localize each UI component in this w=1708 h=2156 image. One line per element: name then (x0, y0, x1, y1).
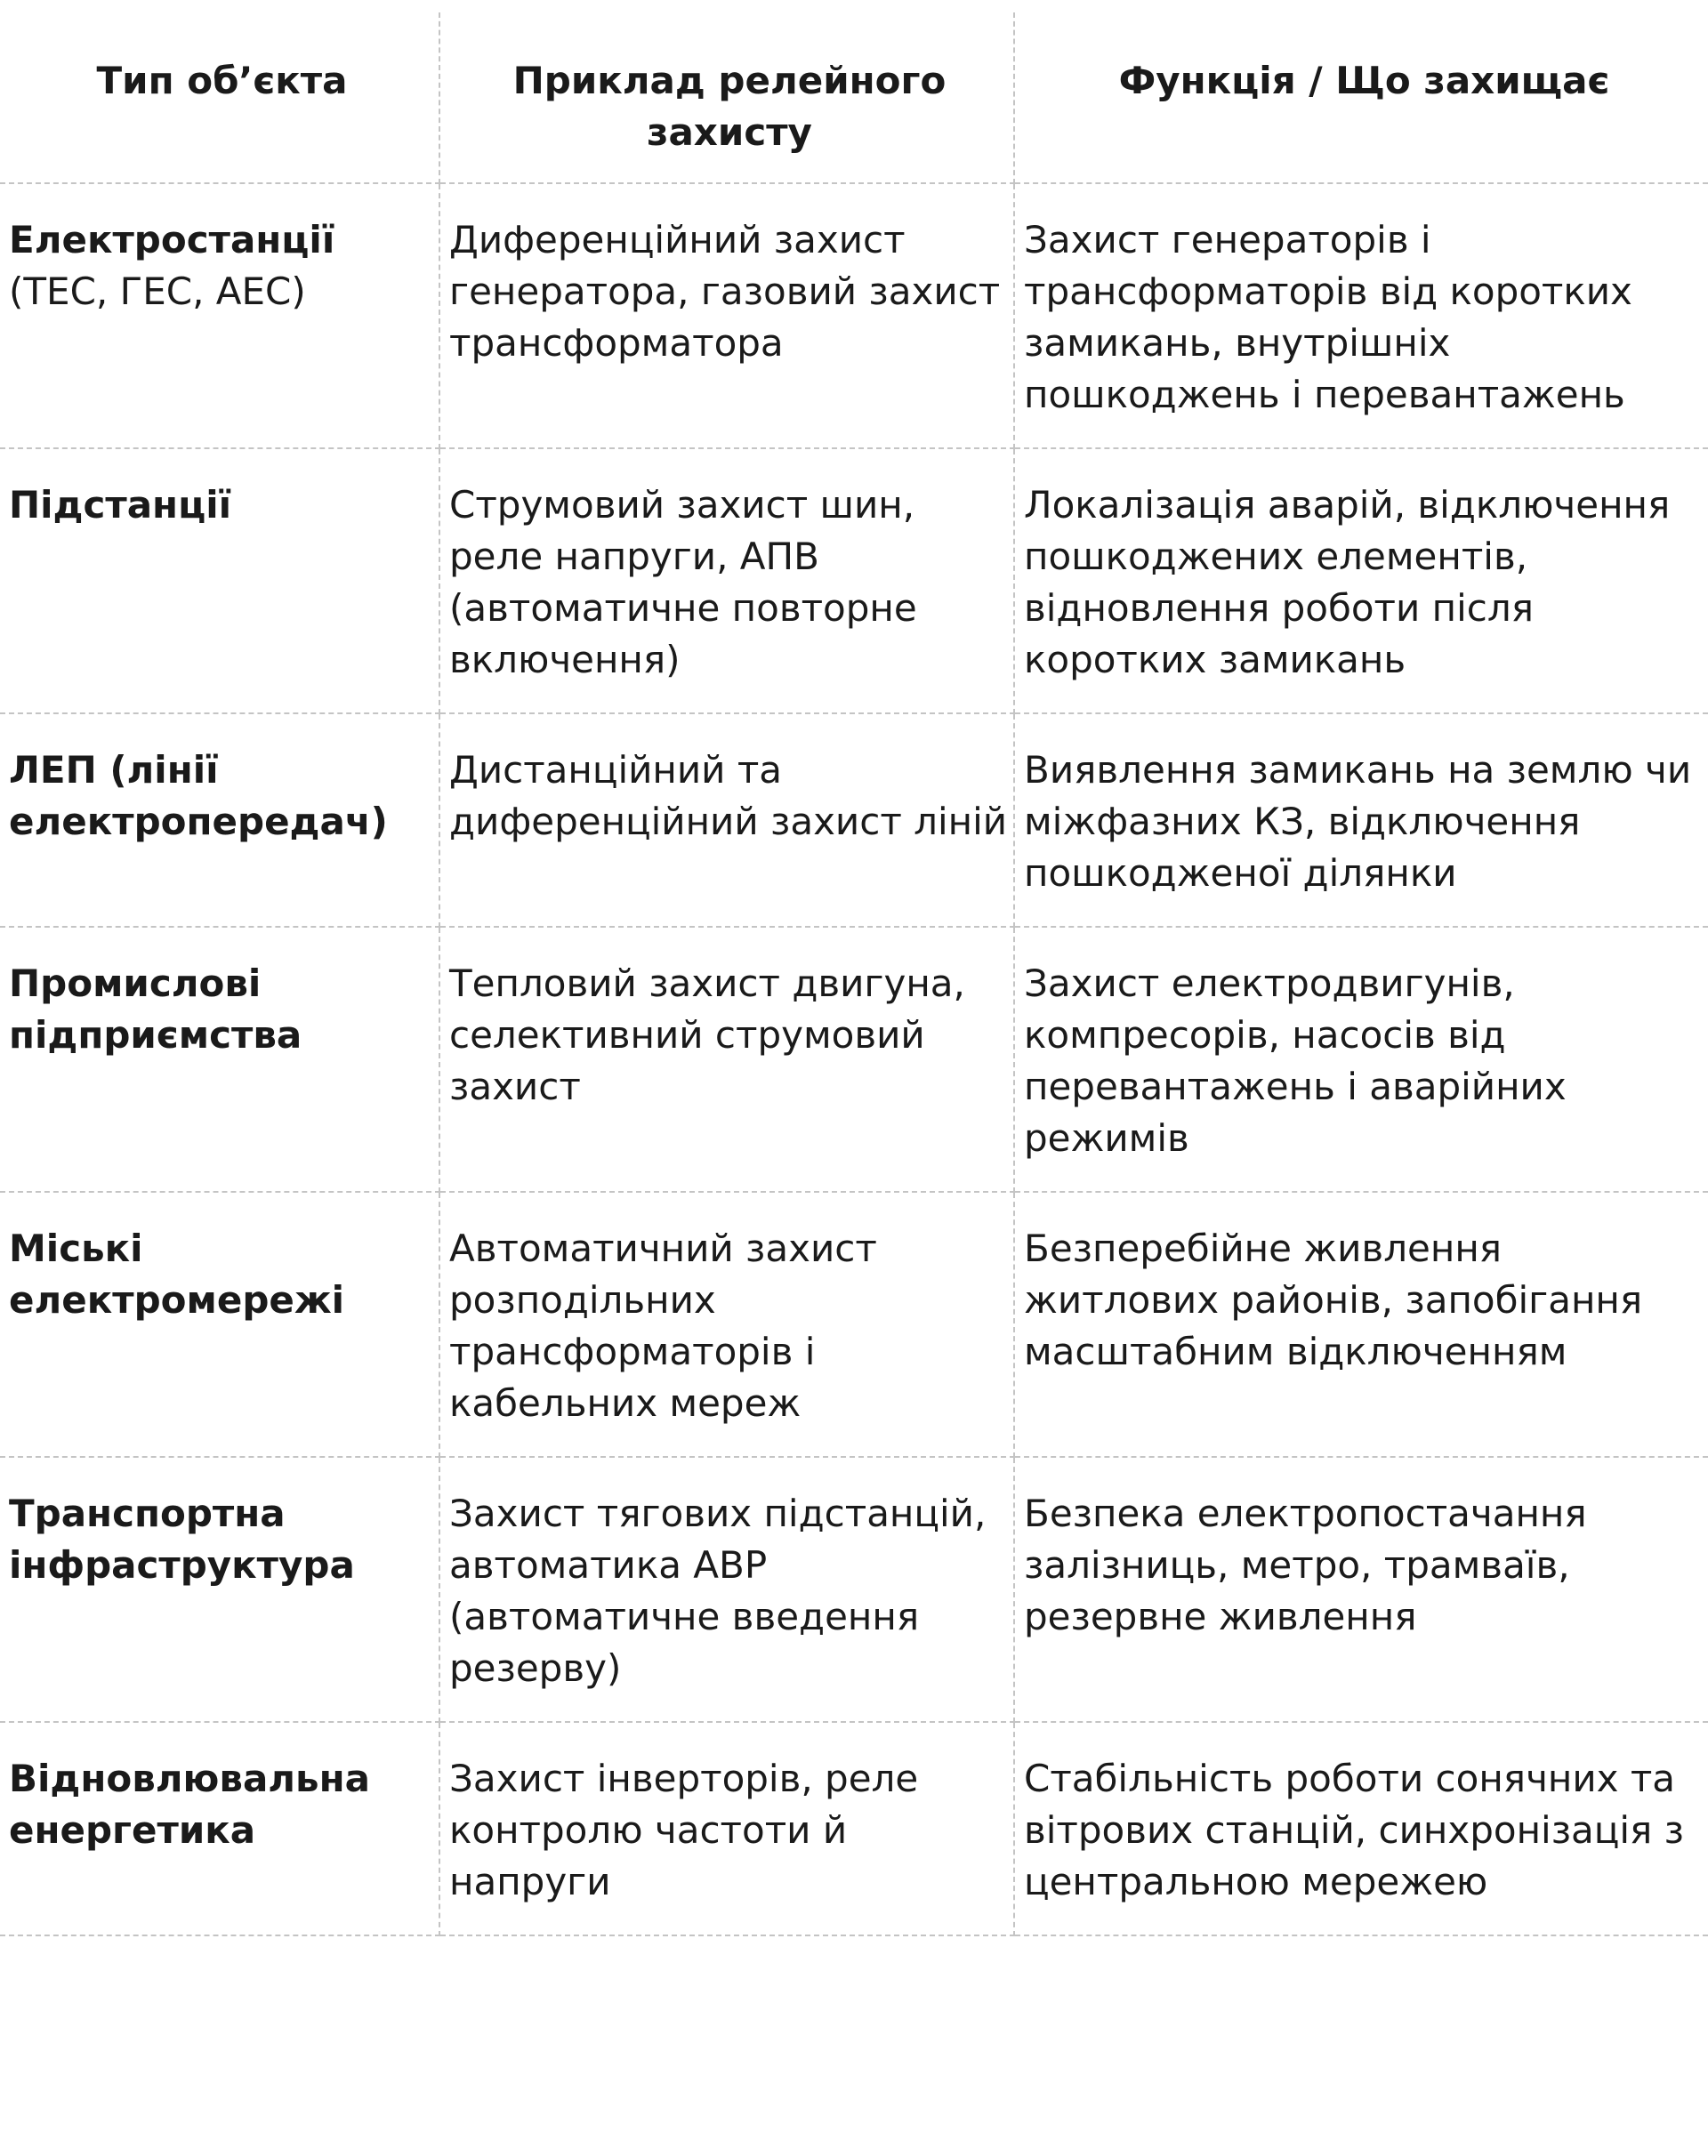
function-cell: Стабільність роботи сонячних та вітрових станцій, синхронізація з центральною мережею (1014, 1722, 1708, 1935)
header-object-type: Тип об’єкта (0, 12, 439, 183)
protection-example-cell: Захист тягових підстанцій, автоматика АВР (автоматичне введення резерву) (439, 1457, 1014, 1722)
object-type-cell: Підстанції (0, 448, 439, 713)
object-type-label: Електростанції (9, 218, 335, 261)
table-row (0, 927, 1708, 1192)
protection-example-cell: Диференційний захист генератора, газовий захист трансформатора (439, 183, 1014, 448)
table-row (0, 713, 1708, 927)
protection-example-cell: Дистанційний та диференційний захист ліній (439, 713, 1014, 927)
header-function: Функція / Що захищає (1014, 12, 1708, 183)
object-type-sublabel: (ТЕС, ГЕС, АЕС) (9, 270, 306, 313)
table-row (0, 448, 1708, 713)
object-type-cell: Транспортна інфраструктура (0, 1457, 439, 1722)
function-cell: Безпека електропостачання залізниць, метро, трамваїв, резервне живлення (1014, 1457, 1708, 1722)
table-row (0, 1722, 1708, 1935)
function-cell: Безперебійне живлення житлових районів, запобігання масштабним відключенням (1014, 1192, 1708, 1457)
protection-example-cell: Струмовий захист шин, реле напруги, АПВ (автоматичне повторне включення) (439, 448, 1014, 713)
object-type-cell (0, 183, 439, 448)
table-row (0, 1457, 1708, 1722)
object-type-cell: ЛЕП (лінії електропередач) (0, 713, 439, 927)
protection-example-cell: Тепловий захист двигуна, селективний струмовий захист (439, 927, 1014, 1192)
object-type-cell: Міські електромережі (0, 1192, 439, 1457)
function-cell: Локалізація аварій, відключення пошкоджених елементів, відновлення роботи після коротких замикань (1014, 448, 1708, 713)
object-type-cell: Відновлювальна енергетика (0, 1722, 439, 1935)
function-cell: Виявлення замикань на землю чи міжфазних КЗ, відключення пошкодженої ділянки (1014, 713, 1708, 927)
header-row (0, 12, 1708, 183)
table-row (0, 1192, 1708, 1457)
object-type-cell: Промислові підприємства (0, 927, 439, 1192)
relay-protection-table (0, 12, 1708, 1936)
function-cell: Захист електродвигунів, компресорів, насосів від перевантажень і аварійних режимів (1014, 927, 1708, 1192)
header-protection-example: Приклад релейного захисту (439, 12, 1014, 183)
protection-example-cell: Автоматичний захист розподільних трансформаторів і кабельних мереж (439, 1192, 1014, 1457)
protection-example-cell: Захист інверторів, реле контролю частоти й напруги (439, 1722, 1014, 1935)
table-row (0, 183, 1708, 448)
function-cell: Захист генераторів і трансформаторів від коротких замикань, внутрішніх пошкоджень і перевантажень (1014, 183, 1708, 448)
